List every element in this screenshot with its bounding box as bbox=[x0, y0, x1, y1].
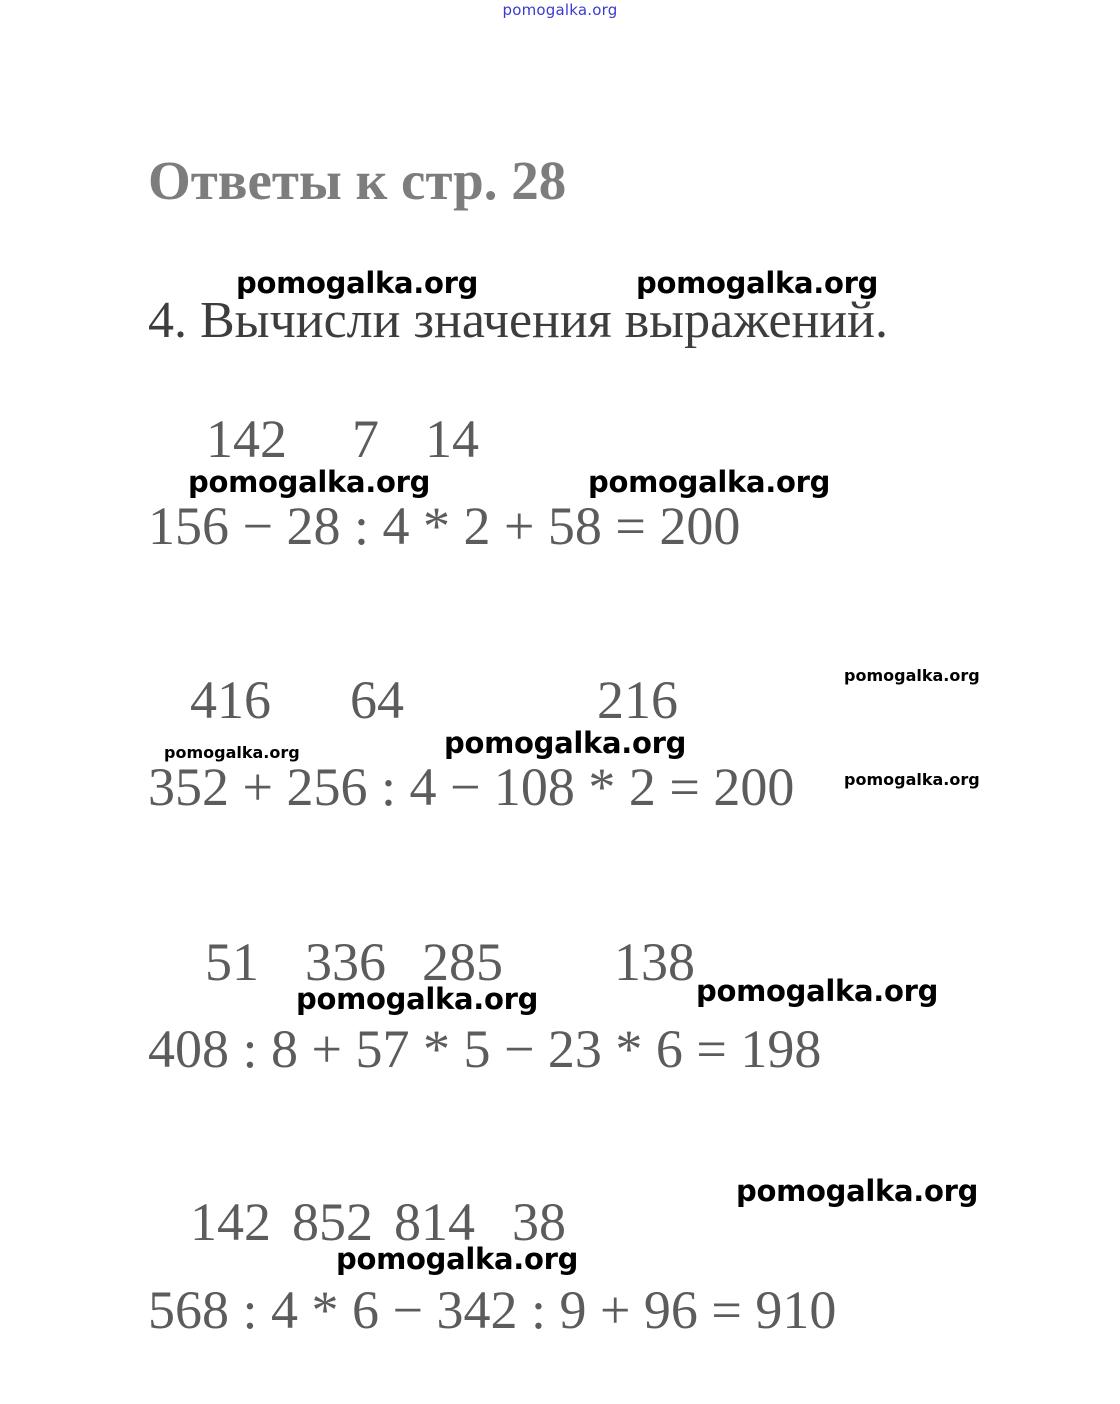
expression: 156 − 28 : 4 * 2 + 58 = 200 bbox=[148, 496, 741, 556]
intermediate-value: 285 bbox=[422, 932, 503, 992]
intermediate-value: 142 bbox=[190, 1192, 271, 1252]
watermark: pomogalka.org bbox=[636, 266, 879, 300]
task-title: 4. Вычисли значения выражений. bbox=[148, 292, 889, 349]
intermediate-value: 7 bbox=[352, 409, 379, 469]
intermediate-value: 814 bbox=[394, 1192, 475, 1252]
watermark: pomogalka.org bbox=[844, 770, 980, 789]
watermark: pomogalka.org bbox=[336, 1242, 579, 1276]
intermediate-value: 64 bbox=[350, 670, 404, 730]
page-heading: Ответы к стр. 28 bbox=[148, 150, 567, 211]
intermediate-value: 336 bbox=[305, 932, 386, 992]
watermark: pomogalka.org bbox=[588, 465, 831, 499]
watermark: pomogalka.org bbox=[296, 982, 539, 1016]
intermediate-value: 14 bbox=[425, 409, 479, 469]
watermark: pomogalka.org bbox=[188, 465, 431, 499]
site-link[interactable]: pomogalka.org bbox=[502, 1, 618, 19]
intermediate-value: 138 bbox=[614, 932, 695, 992]
watermark: pomogalka.org bbox=[844, 666, 980, 685]
intermediate-value: 38 bbox=[512, 1192, 566, 1252]
intermediate-value: 142 bbox=[206, 409, 287, 469]
watermark: pomogalka.org bbox=[236, 266, 479, 300]
expression: 408 : 8 + 57 * 5 − 23 * 6 = 198 bbox=[148, 1019, 822, 1079]
watermark: pomogalka.org bbox=[696, 974, 939, 1008]
intermediate-value: 216 bbox=[597, 670, 678, 730]
intermediate-value: 852 bbox=[292, 1192, 373, 1252]
intermediate-value: 51 bbox=[205, 932, 259, 992]
watermark: pomogalka.org bbox=[164, 743, 300, 762]
watermark: pomogalka.org bbox=[444, 726, 687, 760]
expression: 568 : 4 * 6 − 342 : 9 + 96 = 910 bbox=[148, 1280, 837, 1340]
watermark: pomogalka.org bbox=[736, 1174, 979, 1208]
expression: 352 + 256 : 4 − 108 * 2 = 200 bbox=[148, 757, 795, 817]
intermediate-value: 416 bbox=[190, 670, 271, 730]
